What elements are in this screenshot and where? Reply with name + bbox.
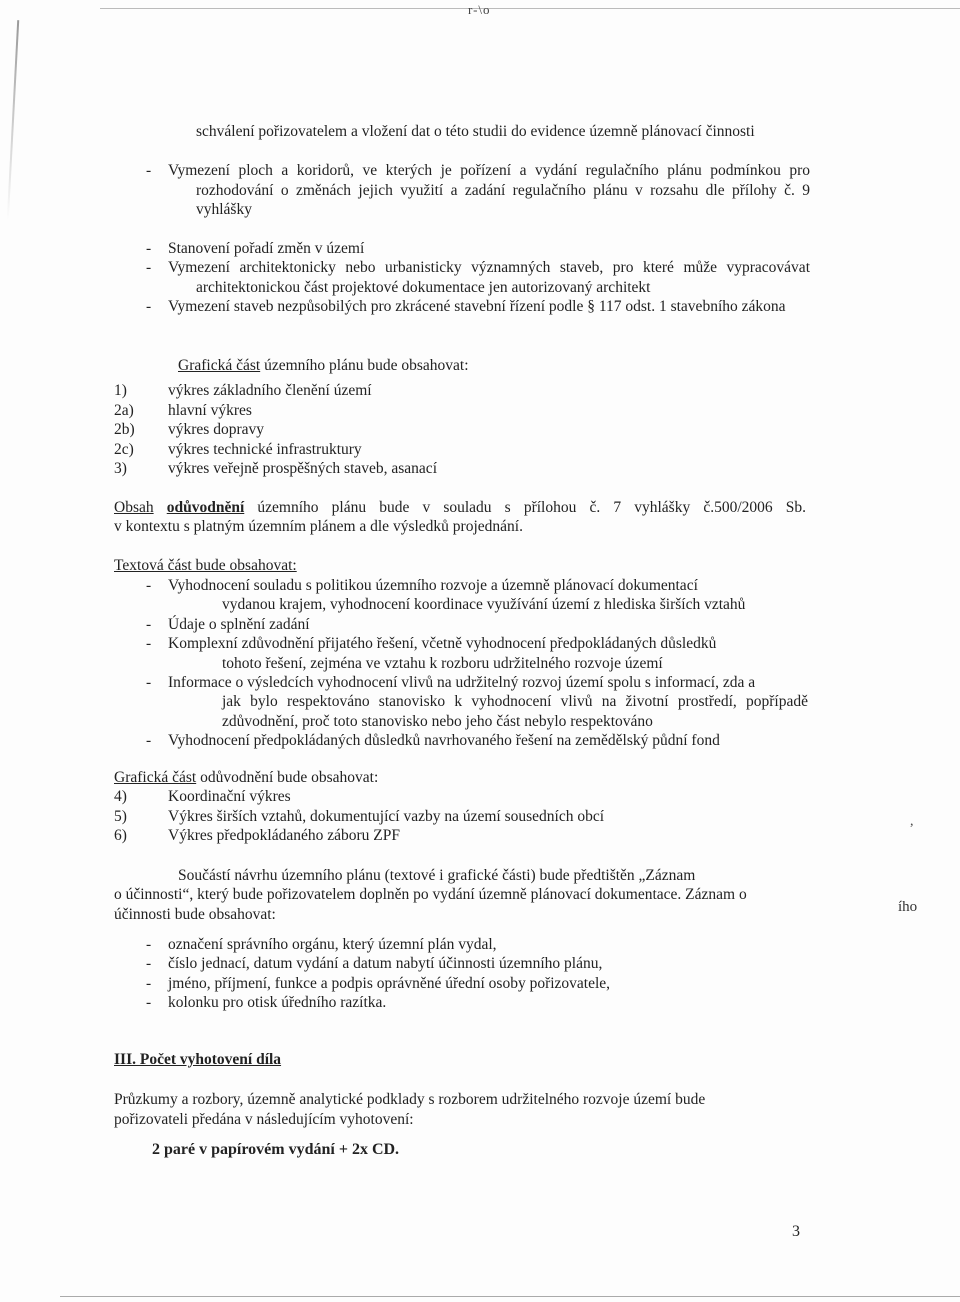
heading-rest: územního plánu bude obsahovat: <box>260 357 469 374</box>
list-item-text: schválení pořizovatelem a vložení dat o této studii do evidence územně plánovací činnosti <box>196 123 755 140</box>
heading-underlined: Grafická část <box>114 769 197 786</box>
list-item-text: Informace o výsledcích vyhodnocení vlivů na udržitelný rozvoj území spolu s informací, zda a <box>168 674 756 691</box>
margin-note: , <box>910 814 914 829</box>
item-text: hlavní výkres <box>168 402 252 419</box>
section-heading: Textová část bude obsahovat: <box>114 557 297 574</box>
record-line-1: Součástí návrhu územního plánu (textové i grafické části) bude předtištěn „Záznam <box>178 867 696 884</box>
list-item <box>146 239 810 259</box>
list-item-text: číslo jednací, datum vydání a datum nabytí účinnosti územního plánu, <box>168 955 603 972</box>
list-item-text: kolonku pro otisk úředního razítka. <box>168 994 387 1011</box>
list-dash: - <box>146 259 152 276</box>
list-dash: - <box>146 975 152 992</box>
item-number: 2a) <box>114 402 134 419</box>
header-mark: r-\o <box>468 2 491 17</box>
item-number: 1) <box>114 382 127 399</box>
list-dash: - <box>146 936 152 953</box>
list-dash: - <box>146 298 152 315</box>
section-heading <box>114 768 378 788</box>
list-dash: - <box>146 577 152 594</box>
item-number: 4) <box>114 788 127 805</box>
section-paragraph: pořizovateli předána v následujícím vyhotovení: <box>114 1111 414 1128</box>
justification-line-2: v kontextu s platným územním plánem a dle výsledků projednání. <box>114 518 523 535</box>
list-item-text: jméno, příjmení, funkce a podpis oprávněné úřední osoby pořizovatele, <box>168 975 611 992</box>
scan-edge-top <box>100 8 960 9</box>
item-text: Výkres předpokládaného záboru ZPF <box>168 827 401 844</box>
list-item-text: Stanovení pořadí změn v území <box>168 240 365 257</box>
item-text: výkres technické infrastruktury <box>168 441 362 458</box>
list-item-text <box>168 297 810 317</box>
margin-note: ího <box>898 899 918 915</box>
item-number: 6) <box>114 827 127 844</box>
page-number: 3 <box>792 1223 800 1240</box>
list-dash: - <box>146 732 152 749</box>
list-item-text: Komplexní zdůvodnění přijatého řešení, včetně vyhodnocení předpokládaných důsledků <box>168 635 717 652</box>
list-item-text: Vyhodnocení souladu s politikou územního rozvoje a územně plánovací dokumentací <box>168 577 698 594</box>
section-heading <box>178 356 469 376</box>
list-item <box>146 297 810 317</box>
list-dash: - <box>146 240 152 257</box>
list-item-text: označení správního orgánu, který územní plán vydal, <box>168 936 497 953</box>
list-item <box>146 258 810 297</box>
list-item-text-wrapped: Vymezení staveb nezpůsobilých pro zkrácené stavební řízení podle § 117 odst. 1 stavebního zákona <box>168 298 786 315</box>
heading-rest: odůvodnění bude obsahovat: <box>196 769 379 786</box>
list-dash: - <box>146 674 152 691</box>
section-paragraph: Průzkumy a rozbory, územně analytické podklady s rozborem udržitelného rozvoje území bude <box>114 1091 706 1108</box>
copies-count: 2 paré v papírovém vydání + 2x CD. <box>152 1141 400 1158</box>
item-number: 2c) <box>114 441 134 458</box>
list-item-continuation: tohoto řešení, zejména ve vztahu k rozboru udržitelného rozvoje území <box>222 655 663 672</box>
justification-bold: odůvodnění <box>166 499 245 516</box>
list-item <box>146 161 810 220</box>
list-item-continuation: vydanou krajem, vyhodnocení koordinace využívání území z hlediska širších vztahů <box>222 596 746 613</box>
list-dash: - <box>146 635 152 652</box>
list-dash: - <box>146 162 152 179</box>
heading-underlined: Grafická část <box>178 357 261 374</box>
item-number: 5) <box>114 808 127 825</box>
list-item-text <box>168 161 810 220</box>
justification-rest: územního plánu bude v souladu s přílohou č. 7 vyhlášky č.500/2006 Sb. <box>257 499 806 516</box>
list-item-text: Vyhodnocení předpokládaných důsledků navrhovaného řešení na zemědělský půdní fond <box>168 732 720 749</box>
list-item-text <box>168 258 810 297</box>
item-text: výkres dopravy <box>168 421 264 438</box>
scan-edge-bottom <box>60 1296 960 1297</box>
item-text: Výkres širších vztahů, dokumentující vazby na území sousedních obcí <box>168 808 605 825</box>
list-item <box>146 122 810 142</box>
record-line-2: o účinnosti“, který bude pořizovatelem doplněn po vydání územně plánovací dokumentace. Záznam o <box>114 886 747 903</box>
list-item-text-wrapped: Vymezení ploch a koridorů, ve kterých je pořízení a vydání regulačního plánu podmínkou pro rozhodování o změnách jejich využití a zadání regulačního plánu v rozsahu dle přílohy č. 9 vyhlášky <box>168 162 810 219</box>
scan-edge-left <box>7 20 19 220</box>
justification-word: Obsah <box>114 499 154 516</box>
item-text: Koordinační výkres <box>168 788 291 805</box>
list-item-text: Údaje o splnění zadání <box>168 616 310 633</box>
item-text: výkres veřejně prospěšných staveb, asanací <box>168 460 437 477</box>
justification-line <box>114 498 806 518</box>
list-item-continuation: jak bylo respektováno stanovisko k vyhodnocení vlivů na životní prostředí, popřípadě zdůvodnění, proč toto stanovisko nebo jeho část nebylo respektováno <box>222 693 808 730</box>
list-dash: - <box>146 994 152 1011</box>
section-title: III. Počet vyhotovení díla <box>114 1051 282 1068</box>
list-dash: - <box>146 616 152 633</box>
list-item-text-wrapped: Vymezení architektonicky nebo urbanisticky významných staveb, pro které může vypracovávat architektonickou část projektové dokumentace jen autorizovaný architekt <box>168 259 810 296</box>
item-number: 3) <box>114 460 127 477</box>
record-line-3: účinnosti bude obsahovat: <box>114 906 276 923</box>
item-number: 2b) <box>114 421 135 438</box>
list-dash: - <box>146 955 152 972</box>
item-text: výkres základního členění území <box>168 382 372 399</box>
